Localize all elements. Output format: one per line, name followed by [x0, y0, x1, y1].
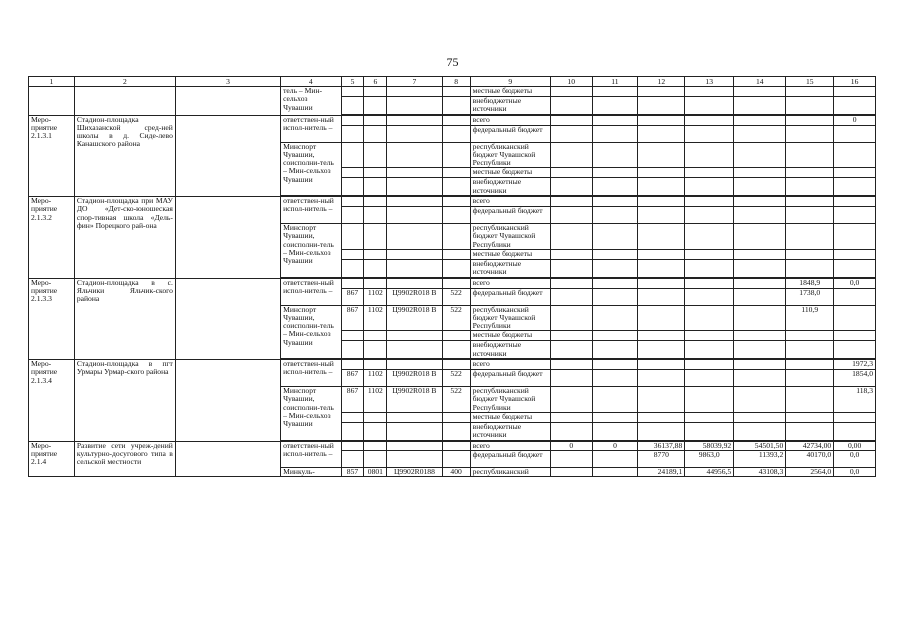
cell-col3 — [175, 278, 280, 359]
source-label: федеральный бюджет — [470, 125, 550, 142]
cell-executor: Минспорт Чувашии, соисполни-тель – Мин-сельхоз Чувашии — [281, 224, 341, 277]
code-cell: 522 — [442, 387, 470, 413]
code-cell: 0801 — [364, 467, 387, 476]
value-cell: 118,3 — [834, 387, 876, 413]
table-row — [29, 360, 876, 370]
source-label: всего — [470, 278, 550, 288]
table-row — [29, 87, 876, 97]
header-cell: 7 — [387, 77, 442, 87]
code-cell: 867 — [341, 387, 364, 413]
source-label: всего — [470, 360, 550, 370]
value-cell: 8770 — [638, 450, 685, 467]
source-label: всего — [470, 441, 550, 450]
value-cell: 9863,0 — [685, 450, 734, 467]
table-row — [29, 197, 876, 207]
source-label: республиканский бюджет Чувашской Республики — [470, 224, 550, 250]
cell-executor: Минспорт Чувашии, соисполни-тель – Мин-сельхоз Чувашии — [281, 142, 341, 195]
cell-col3 — [175, 87, 280, 116]
table-row — [29, 278, 876, 288]
cell-executor: ответствен-ный испол-нитель – — [281, 360, 341, 387]
cell-executor: Минспорт Чувашии, соисполни-тель – Мин-сельхоз Чувашии — [281, 387, 341, 440]
source-label: внебюджетные источники — [470, 259, 550, 277]
source-label: местные бюджеты — [470, 87, 550, 97]
source-label: федеральный бюджет — [470, 370, 550, 387]
header-cell: 16 — [834, 77, 876, 87]
cell-executor: Минспорт Чувашии, соисполни-тель – Мин-сельхоз Чувашии — [281, 305, 341, 358]
code-cell: 1102 — [364, 387, 387, 413]
cell-col3 — [175, 360, 280, 441]
page-number: 75 — [446, 55, 459, 69]
cell-code: Меро-приятие 2.1.4 — [29, 441, 75, 477]
header-cell: 5 — [341, 77, 364, 87]
table-row — [29, 441, 876, 450]
header-cell: 1 — [29, 77, 75, 87]
source-label: внебюджетные источники — [470, 97, 550, 115]
value-cell: 58039,92 — [685, 441, 734, 450]
cell-title: Стадион-площадка в пгт Урмары Урмар-ского района — [74, 360, 175, 441]
header-row — [29, 77, 876, 87]
cell-code: Меро-приятие 2.1.3.4 — [29, 360, 75, 441]
source-label: всего — [470, 115, 550, 125]
cell-col3 — [175, 115, 280, 196]
value-cell: 1738,0 — [786, 288, 834, 305]
value-cell: 40170,0 — [786, 450, 834, 467]
header-cell: 14 — [734, 77, 786, 87]
cell-executor: ответствен-ный испол-нитель – — [281, 441, 341, 467]
cell-executor: ответствен-ный испол-нитель – — [281, 197, 341, 224]
source-label: местные бюджеты — [470, 331, 550, 341]
cell-col3 — [175, 441, 280, 477]
source-label: внебюджетные источники — [470, 341, 550, 359]
budget-table — [28, 76, 876, 477]
header-cell: 11 — [592, 77, 638, 87]
header-cell: 12 — [638, 77, 685, 87]
value-cell: 24189,1 — [638, 467, 685, 476]
code-cell: 857 — [341, 467, 364, 476]
header-cell: 4 — [281, 77, 341, 87]
cell-code — [29, 87, 75, 116]
source-label: местные бюджеты — [470, 168, 550, 178]
source-label: республиканский бюджет Чувашской Республики — [470, 387, 550, 413]
code-cell: Ц9902R0188 — [387, 467, 442, 476]
value-cell: 36137,88 — [638, 441, 685, 450]
source-label: федеральный бюджет — [470, 450, 550, 467]
header-cell: 6 — [364, 77, 387, 87]
value-cell: 2564,0 — [786, 467, 834, 476]
cell-code: Меро-приятие 2.1.3.2 — [29, 197, 75, 278]
cell-code: Меро-приятие 2.1.3.3 — [29, 278, 75, 359]
code-cell: 522 — [442, 288, 470, 305]
code-cell: Ц9902R018 В — [387, 370, 442, 387]
cell-title: Стадион-площадка в с. Яльчики Яльчик-ского района — [74, 278, 175, 359]
table-row — [29, 115, 876, 125]
header-cell: 2 — [74, 77, 175, 87]
source-label: федеральный бюджет — [470, 288, 550, 305]
budget-table-wrap — [28, 76, 876, 477]
code-cell: 1102 — [364, 370, 387, 387]
value-cell: 42734,00 — [786, 441, 834, 450]
source-label: местные бюджеты — [470, 249, 550, 259]
code-cell: 1102 — [364, 288, 387, 305]
value-cell: 110,9 — [786, 305, 834, 331]
value-cell: 0,0 — [834, 450, 876, 467]
code-cell: 867 — [341, 370, 364, 387]
value-cell: 0,0 — [834, 278, 876, 288]
value-cell: 1848,9 — [786, 278, 834, 288]
value-cell: 1972,3 — [834, 360, 876, 370]
value-cell: 1854,0 — [834, 370, 876, 387]
value-cell: 0,00 — [834, 441, 876, 450]
source-label: республиканский бюджет Чувашской Республики — [470, 142, 550, 168]
cell-executor: Минкуль- — [281, 467, 341, 476]
cell-title — [74, 87, 175, 116]
source-label: внебюджетные источники — [470, 178, 550, 196]
code-cell: 867 — [341, 305, 364, 331]
code-cell: 1102 — [364, 305, 387, 331]
value-cell: 0,0 — [834, 467, 876, 476]
value-cell: 44956,5 — [685, 467, 734, 476]
cell-col3 — [175, 197, 280, 278]
cell-title: Развитие сети учреж-дений культурно-досугового типа в сельской местности — [74, 441, 175, 477]
code-cell: 522 — [442, 370, 470, 387]
header-cell: 8 — [442, 77, 470, 87]
value-cell: 54501,50 — [734, 441, 786, 450]
value-cell: 0 — [550, 441, 592, 450]
header-cell: 15 — [786, 77, 834, 87]
value-cell: 0 — [834, 115, 876, 125]
cell-code: Меро-приятие 2.1.3.1 — [29, 115, 75, 196]
value-cell: 43108,3 — [734, 467, 786, 476]
source-label: местные бюджеты — [470, 412, 550, 422]
code-cell: 522 — [442, 305, 470, 331]
code-cell: Ц9902R018 В — [387, 387, 442, 413]
source-label: республиканский бюджет Чувашской Республики — [470, 305, 550, 331]
value-cell: 0 — [592, 441, 638, 450]
cell-title: Стадион-площадка Шихазанской сред-ней школы в д. Сиде-лево Канашского района — [74, 115, 175, 196]
cell-executor: ответствен-ный испол-нитель – — [281, 115, 341, 142]
cell-executor: тель – Мин-сельхоз Чувашии — [281, 87, 341, 116]
code-cell: Ц9902R018 В — [387, 288, 442, 305]
header-cell: 9 — [470, 77, 550, 87]
source-label: республиканский — [470, 467, 550, 476]
source-label: всего — [470, 197, 550, 207]
cell-executor: ответствен-ный испол-нитель – — [281, 278, 341, 305]
source-label: федеральный бюджет — [470, 207, 550, 224]
header-cell: 10 — [550, 77, 592, 87]
code-cell: Ц9902R018 В — [387, 305, 442, 331]
header-cell: 13 — [685, 77, 734, 87]
value-cell: 11393,2 — [734, 450, 786, 467]
source-label: внебюджетные источники — [470, 422, 550, 440]
cell-title: Стадион-площадка при МАУ ДО «Дет-ско-юношеская спор-тивная школа «Дель-фин» Порецкого рай-она — [74, 197, 175, 278]
code-cell: 400 — [442, 467, 470, 476]
code-cell: 867 — [341, 288, 364, 305]
header-cell: 3 — [175, 77, 280, 87]
